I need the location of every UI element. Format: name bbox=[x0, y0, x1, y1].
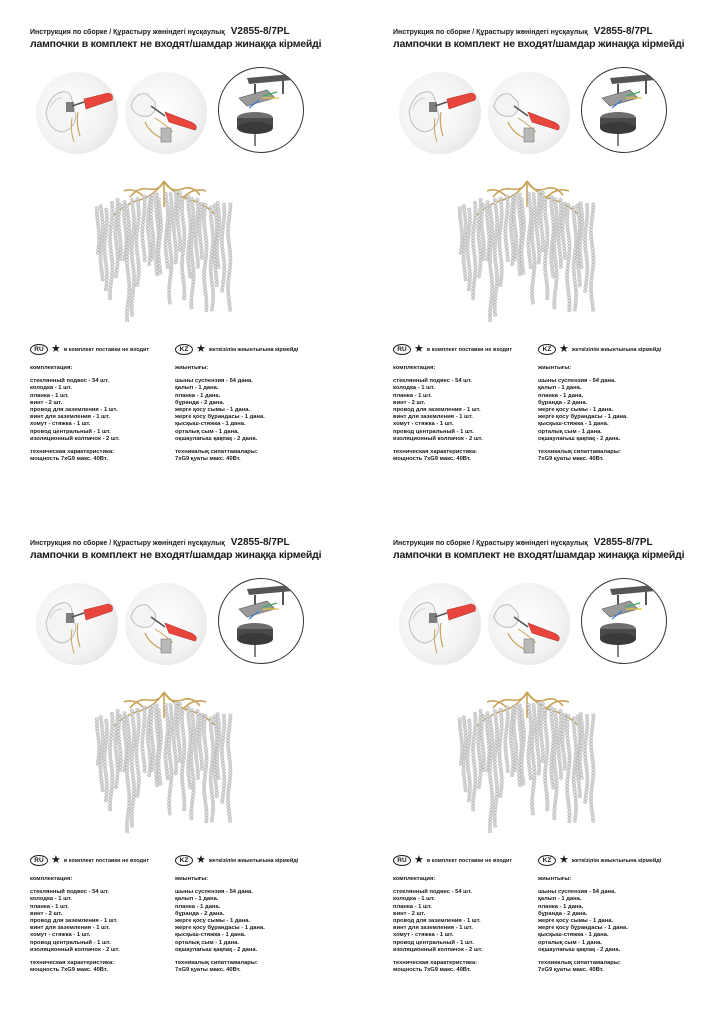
ru-tech-heading: техническая характеристика: bbox=[393, 960, 478, 967]
bulbs-notice: лампочки в комплект не входят/шамдар жинаққа кірмейді bbox=[30, 549, 322, 561]
panel-header bbox=[30, 26, 330, 50]
kz-contents-heading: жиынтығы: bbox=[175, 876, 209, 882]
crystal-chandelier-illustration bbox=[447, 167, 607, 322]
kz-label bbox=[175, 344, 298, 355]
list-item: винт - 2 шт. bbox=[30, 399, 63, 406]
star-icon: ★ bbox=[414, 854, 424, 866]
crystal-chandelier-illustration bbox=[84, 167, 244, 322]
kz-not-included-note: жеткізілім жиынтығына кірмейді bbox=[208, 346, 299, 353]
list-item: оқшаулағыш қақпақ - 2 дана. bbox=[538, 946, 621, 953]
list-item: жерге қосу сымы - 1 дана. bbox=[175, 918, 251, 925]
ru-contents-list bbox=[393, 876, 533, 974]
list-item: провод для заземления - 1 шт. bbox=[393, 407, 481, 414]
list-item: колодка - 1 шт. bbox=[30, 896, 72, 903]
instruction-title: Инструкция по сборке / Құрастыру жөніндегі нұсқаулық bbox=[393, 29, 588, 36]
kz-tech-spec: 7xG9 қуаты макс. 40Вт. bbox=[538, 967, 604, 974]
panel-header bbox=[393, 537, 693, 561]
list-item: планка - 1 дана. bbox=[175, 392, 221, 399]
list-item: қалып - 1 дана. bbox=[175, 896, 219, 903]
instruction-title: Инструкция по сборке / Құрастыру жөніндегі нұсқаулық bbox=[30, 29, 225, 36]
list-item: бұранда - 2 дана. bbox=[175, 910, 225, 917]
list-item: изоляционный колпачок - 2 шт. bbox=[30, 946, 120, 953]
list-item: орталық сым - 1 дана. bbox=[538, 939, 602, 946]
list-item: орталық сым - 1 дана. bbox=[175, 428, 239, 435]
list-item: бұранда - 2 дана. bbox=[538, 910, 588, 917]
crystal-chandelier-illustration bbox=[84, 678, 244, 833]
list-item: жерге қосу сымы - 1 дана. bbox=[175, 407, 251, 414]
kz-badge: KZ bbox=[538, 855, 556, 866]
list-item: провод центральный - 1 шт. bbox=[393, 428, 474, 435]
ru-tech-spec: мощность 7xG9 макс. 40Вт. bbox=[30, 456, 108, 463]
panel-header bbox=[30, 537, 330, 561]
bulbs-notice: лампочки в комплект не входят/шамдар жинаққа кірмейді bbox=[393, 549, 685, 561]
list-item: изоляционный колпачок - 2 шт. bbox=[30, 435, 120, 442]
instruction-title: Инструкция по сборке / Құрастыру жөніндегі нұсқаулық bbox=[393, 540, 588, 547]
kz-contents-list bbox=[175, 365, 325, 463]
list-item: винт - 2 шт. bbox=[393, 910, 426, 917]
star-icon: ★ bbox=[51, 854, 61, 866]
ru-tech-spec: мощность 7xG9 макс. 40Вт. bbox=[393, 456, 471, 463]
model-number: V2855-8/7PL bbox=[230, 26, 290, 37]
ru-not-included-note: в комплект поставки не входит bbox=[426, 346, 513, 353]
star-icon: ★ bbox=[51, 343, 61, 355]
model-number: V2855-8/7PL bbox=[230, 537, 290, 548]
list-item: шыны суспензия - 54 дана. bbox=[175, 889, 253, 896]
list-item: винт для заземления - 1 шт. bbox=[30, 414, 110, 421]
list-item: қысқыш-стяжка - 1 дана. bbox=[538, 421, 609, 428]
screwdriver-step-icon bbox=[36, 72, 118, 154]
list-item: провод для заземления - 1 шт. bbox=[393, 918, 481, 925]
kz-not-included-note: жеткізілім жиынтығына кірмейді bbox=[571, 346, 662, 353]
ru-badge: RU bbox=[30, 855, 48, 866]
list-item: хомут - стяжка - 1 шт. bbox=[393, 421, 454, 428]
star-icon: ★ bbox=[559, 854, 569, 866]
ru-tech-heading: техническая характеристика: bbox=[30, 449, 115, 456]
kz-label bbox=[538, 855, 661, 866]
list-item: жерге қосу бұрандасы - 1 дана. bbox=[175, 414, 265, 421]
kz-label bbox=[175, 855, 298, 866]
list-item: планка - 1 шт. bbox=[393, 903, 432, 910]
crystal-chandelier-illustration bbox=[447, 678, 607, 833]
list-item: планка - 1 шт. bbox=[30, 392, 69, 399]
wiring-step-icon bbox=[488, 72, 570, 154]
list-item: қалып - 1 дана. bbox=[538, 385, 582, 392]
list-item: оқшаулағыш қақпақ - 2 дана. bbox=[175, 946, 258, 953]
kz-tech-heading: техникалық сипаттамалары: bbox=[175, 449, 258, 456]
list-item: жерге қосу бұрандасы - 1 дана. bbox=[538, 925, 628, 932]
ru-badge: RU bbox=[393, 344, 411, 355]
screwdriver-step-icon bbox=[399, 583, 481, 665]
mounting-bracket-icon bbox=[218, 67, 304, 153]
list-item: оқшаулағыш қақпақ - 2 дана. bbox=[538, 435, 621, 442]
instruction-panel bbox=[22, 22, 362, 512]
list-item: қысқыш-стяжка - 1 дана. bbox=[175, 421, 246, 428]
ru-contents-heading: комплектация: bbox=[30, 365, 73, 371]
list-item: провод для заземления - 1 шт. bbox=[30, 918, 118, 925]
list-item: қалып - 1 дана. bbox=[538, 896, 582, 903]
ru-label bbox=[30, 344, 149, 355]
star-icon: ★ bbox=[196, 343, 206, 355]
list-item: изоляционный колпачок - 2 шт. bbox=[393, 946, 483, 953]
list-item: жерге қосу сымы - 1 дана. bbox=[538, 407, 614, 414]
list-item: қысқыш-стяжка - 1 дана. bbox=[538, 932, 609, 939]
list-item: шыны суспензия - 54 дана. bbox=[538, 889, 616, 896]
list-item: қысқыш-стяжка - 1 дана. bbox=[175, 932, 246, 939]
ru-not-included-note: в комплект поставки не входит bbox=[63, 346, 150, 353]
list-item: винт для заземления - 1 шт. bbox=[30, 925, 110, 932]
list-item: жерге қосу бұрандасы - 1 дана. bbox=[175, 925, 265, 932]
kz-contents-list bbox=[538, 365, 688, 463]
list-item: стеклянный подвес - 54 шт. bbox=[393, 889, 472, 896]
language-labels bbox=[30, 855, 360, 875]
mounting-bracket-icon bbox=[218, 578, 304, 664]
ru-badge: RU bbox=[30, 344, 48, 355]
screwdriver-step-icon bbox=[36, 583, 118, 665]
list-item: хомут - стяжка - 1 шт. bbox=[30, 421, 91, 428]
list-item: провод для заземления - 1 шт. bbox=[30, 407, 118, 414]
list-item: планка - 1 шт. bbox=[30, 903, 69, 910]
model-number: V2855-8/7PL bbox=[593, 26, 653, 37]
list-item: планка - 1 дана. bbox=[538, 903, 584, 910]
list-item: хомут - стяжка - 1 шт. bbox=[393, 932, 454, 939]
instruction-panel bbox=[385, 533, 723, 1023]
list-item: орталық сым - 1 дана. bbox=[175, 939, 239, 946]
list-item: шыны суспензия - 54 дана. bbox=[175, 378, 253, 385]
list-item: изоляционный колпачок - 2 шт. bbox=[393, 435, 483, 442]
list-item: шыны суспензия - 54 дана. bbox=[538, 378, 616, 385]
mounting-bracket-icon bbox=[581, 578, 667, 664]
kz-label bbox=[538, 344, 661, 355]
list-item: провод центральный - 1 шт. bbox=[30, 939, 111, 946]
language-labels bbox=[393, 855, 723, 875]
ru-tech-spec: мощность 7xG9 макс. 40Вт. bbox=[393, 967, 471, 974]
list-item: винт - 2 шт. bbox=[30, 910, 63, 917]
kz-tech-spec: 7xG9 қуаты макс. 40Вт. bbox=[175, 967, 241, 974]
list-item: оқшаулағыш қақпақ - 2 дана. bbox=[175, 435, 258, 442]
kz-tech-heading: техникалық сипаттамалары: bbox=[538, 960, 621, 967]
ru-contents-heading: комплектация: bbox=[393, 365, 436, 371]
list-item: планка - 1 дана. bbox=[538, 392, 584, 399]
list-item: жерге қосу бұрандасы - 1 дана. bbox=[538, 414, 628, 421]
list-item: орталық сым - 1 дана. bbox=[538, 428, 602, 435]
language-labels bbox=[30, 344, 360, 364]
ru-label bbox=[393, 344, 512, 355]
ru-tech-heading: техническая характеристика: bbox=[393, 449, 478, 456]
assembly-steps bbox=[393, 67, 683, 162]
kz-contents-heading: жиынтығы: bbox=[538, 365, 572, 371]
ru-contents-list bbox=[393, 365, 533, 463]
ru-not-included-note: в комплект поставки не входит bbox=[63, 857, 150, 864]
header-title bbox=[393, 537, 693, 548]
bulbs-notice: лампочки в комплект не входят/шамдар жинаққа кірмейді bbox=[30, 38, 322, 50]
kz-not-included-note: жеткізілім жиынтығына кірмейді bbox=[208, 857, 299, 864]
kz-tech-spec: 7xG9 қуаты макс. 40Вт. bbox=[538, 456, 604, 463]
kz-contents-list bbox=[538, 876, 688, 974]
ru-contents-heading: комплектация: bbox=[393, 876, 436, 882]
kz-badge: KZ bbox=[175, 344, 193, 355]
ru-not-included-note: в комплект поставки не входит bbox=[426, 857, 513, 864]
list-item: винт для заземления - 1 шт. bbox=[393, 925, 473, 932]
assembly-steps bbox=[30, 578, 320, 673]
kz-contents-heading: жиынтығы: bbox=[175, 365, 209, 371]
assembly-steps bbox=[393, 578, 683, 673]
ru-contents-heading: комплектация: bbox=[30, 876, 73, 882]
header-title bbox=[30, 26, 330, 37]
bulbs-notice: лампочки в комплект не входят/шамдар жинаққа кірмейді bbox=[393, 38, 685, 50]
mounting-bracket-icon bbox=[581, 67, 667, 153]
list-item: колодка - 1 шт. bbox=[393, 385, 435, 392]
list-item: винт для заземления - 1 шт. bbox=[393, 414, 473, 421]
header-title bbox=[30, 537, 330, 548]
language-labels bbox=[393, 344, 723, 364]
list-item: стеклянный подвес - 54 шт. bbox=[30, 889, 109, 896]
header-title bbox=[393, 26, 693, 37]
list-item: стеклянный подвес - 54 шт. bbox=[393, 378, 472, 385]
wiring-step-icon bbox=[125, 583, 207, 665]
star-icon: ★ bbox=[196, 854, 206, 866]
instruction-title: Инструкция по сборке / Құрастыру жөніндегі нұсқаулық bbox=[30, 540, 225, 547]
list-item: провод центральный - 1 шт. bbox=[30, 428, 111, 435]
list-item: хомут - стяжка - 1 шт. bbox=[30, 932, 91, 939]
kz-contents-heading: жиынтығы: bbox=[538, 876, 572, 882]
ru-contents-list bbox=[30, 876, 170, 974]
instruction-panel bbox=[385, 22, 723, 512]
kz-contents-list bbox=[175, 876, 325, 974]
wiring-step-icon bbox=[488, 583, 570, 665]
list-item: бұранда - 2 дана. bbox=[538, 399, 588, 406]
list-item: жерге қосу сымы - 1 дана. bbox=[538, 918, 614, 925]
star-icon: ★ bbox=[414, 343, 424, 355]
wiring-step-icon bbox=[125, 72, 207, 154]
screwdriver-step-icon bbox=[399, 72, 481, 154]
ru-contents-list bbox=[30, 365, 170, 463]
kz-tech-spec: 7xG9 қуаты макс. 40Вт. bbox=[175, 456, 241, 463]
list-item: планка - 1 дана. bbox=[175, 903, 221, 910]
list-item: бұранда - 2 дана. bbox=[175, 399, 225, 406]
model-number: V2855-8/7PL bbox=[593, 537, 653, 548]
ru-badge: RU bbox=[393, 855, 411, 866]
list-item: қалып - 1 дана. bbox=[175, 385, 219, 392]
ru-label bbox=[393, 855, 512, 866]
kz-tech-heading: техникалық сипаттамалары: bbox=[175, 960, 258, 967]
list-item: винт - 2 шт. bbox=[393, 399, 426, 406]
list-item: стеклянный подвес - 54 шт. bbox=[30, 378, 109, 385]
kz-not-included-note: жеткізілім жиынтығына кірмейді bbox=[571, 857, 662, 864]
kz-tech-heading: техникалық сипаттамалары: bbox=[538, 449, 621, 456]
kz-badge: KZ bbox=[175, 855, 193, 866]
list-item: колодка - 1 шт. bbox=[30, 385, 72, 392]
ru-label bbox=[30, 855, 149, 866]
instruction-panel bbox=[22, 533, 362, 1023]
assembly-steps bbox=[30, 67, 320, 162]
list-item: планка - 1 шт. bbox=[393, 392, 432, 399]
panel-header bbox=[393, 26, 693, 50]
star-icon: ★ bbox=[559, 343, 569, 355]
list-item: колодка - 1 шт. bbox=[393, 896, 435, 903]
list-item: провод центральный - 1 шт. bbox=[393, 939, 474, 946]
ru-tech-spec: мощность 7xG9 макс. 40Вт. bbox=[30, 967, 108, 974]
ru-tech-heading: техническая характеристика: bbox=[30, 960, 115, 967]
kz-badge: KZ bbox=[538, 344, 556, 355]
